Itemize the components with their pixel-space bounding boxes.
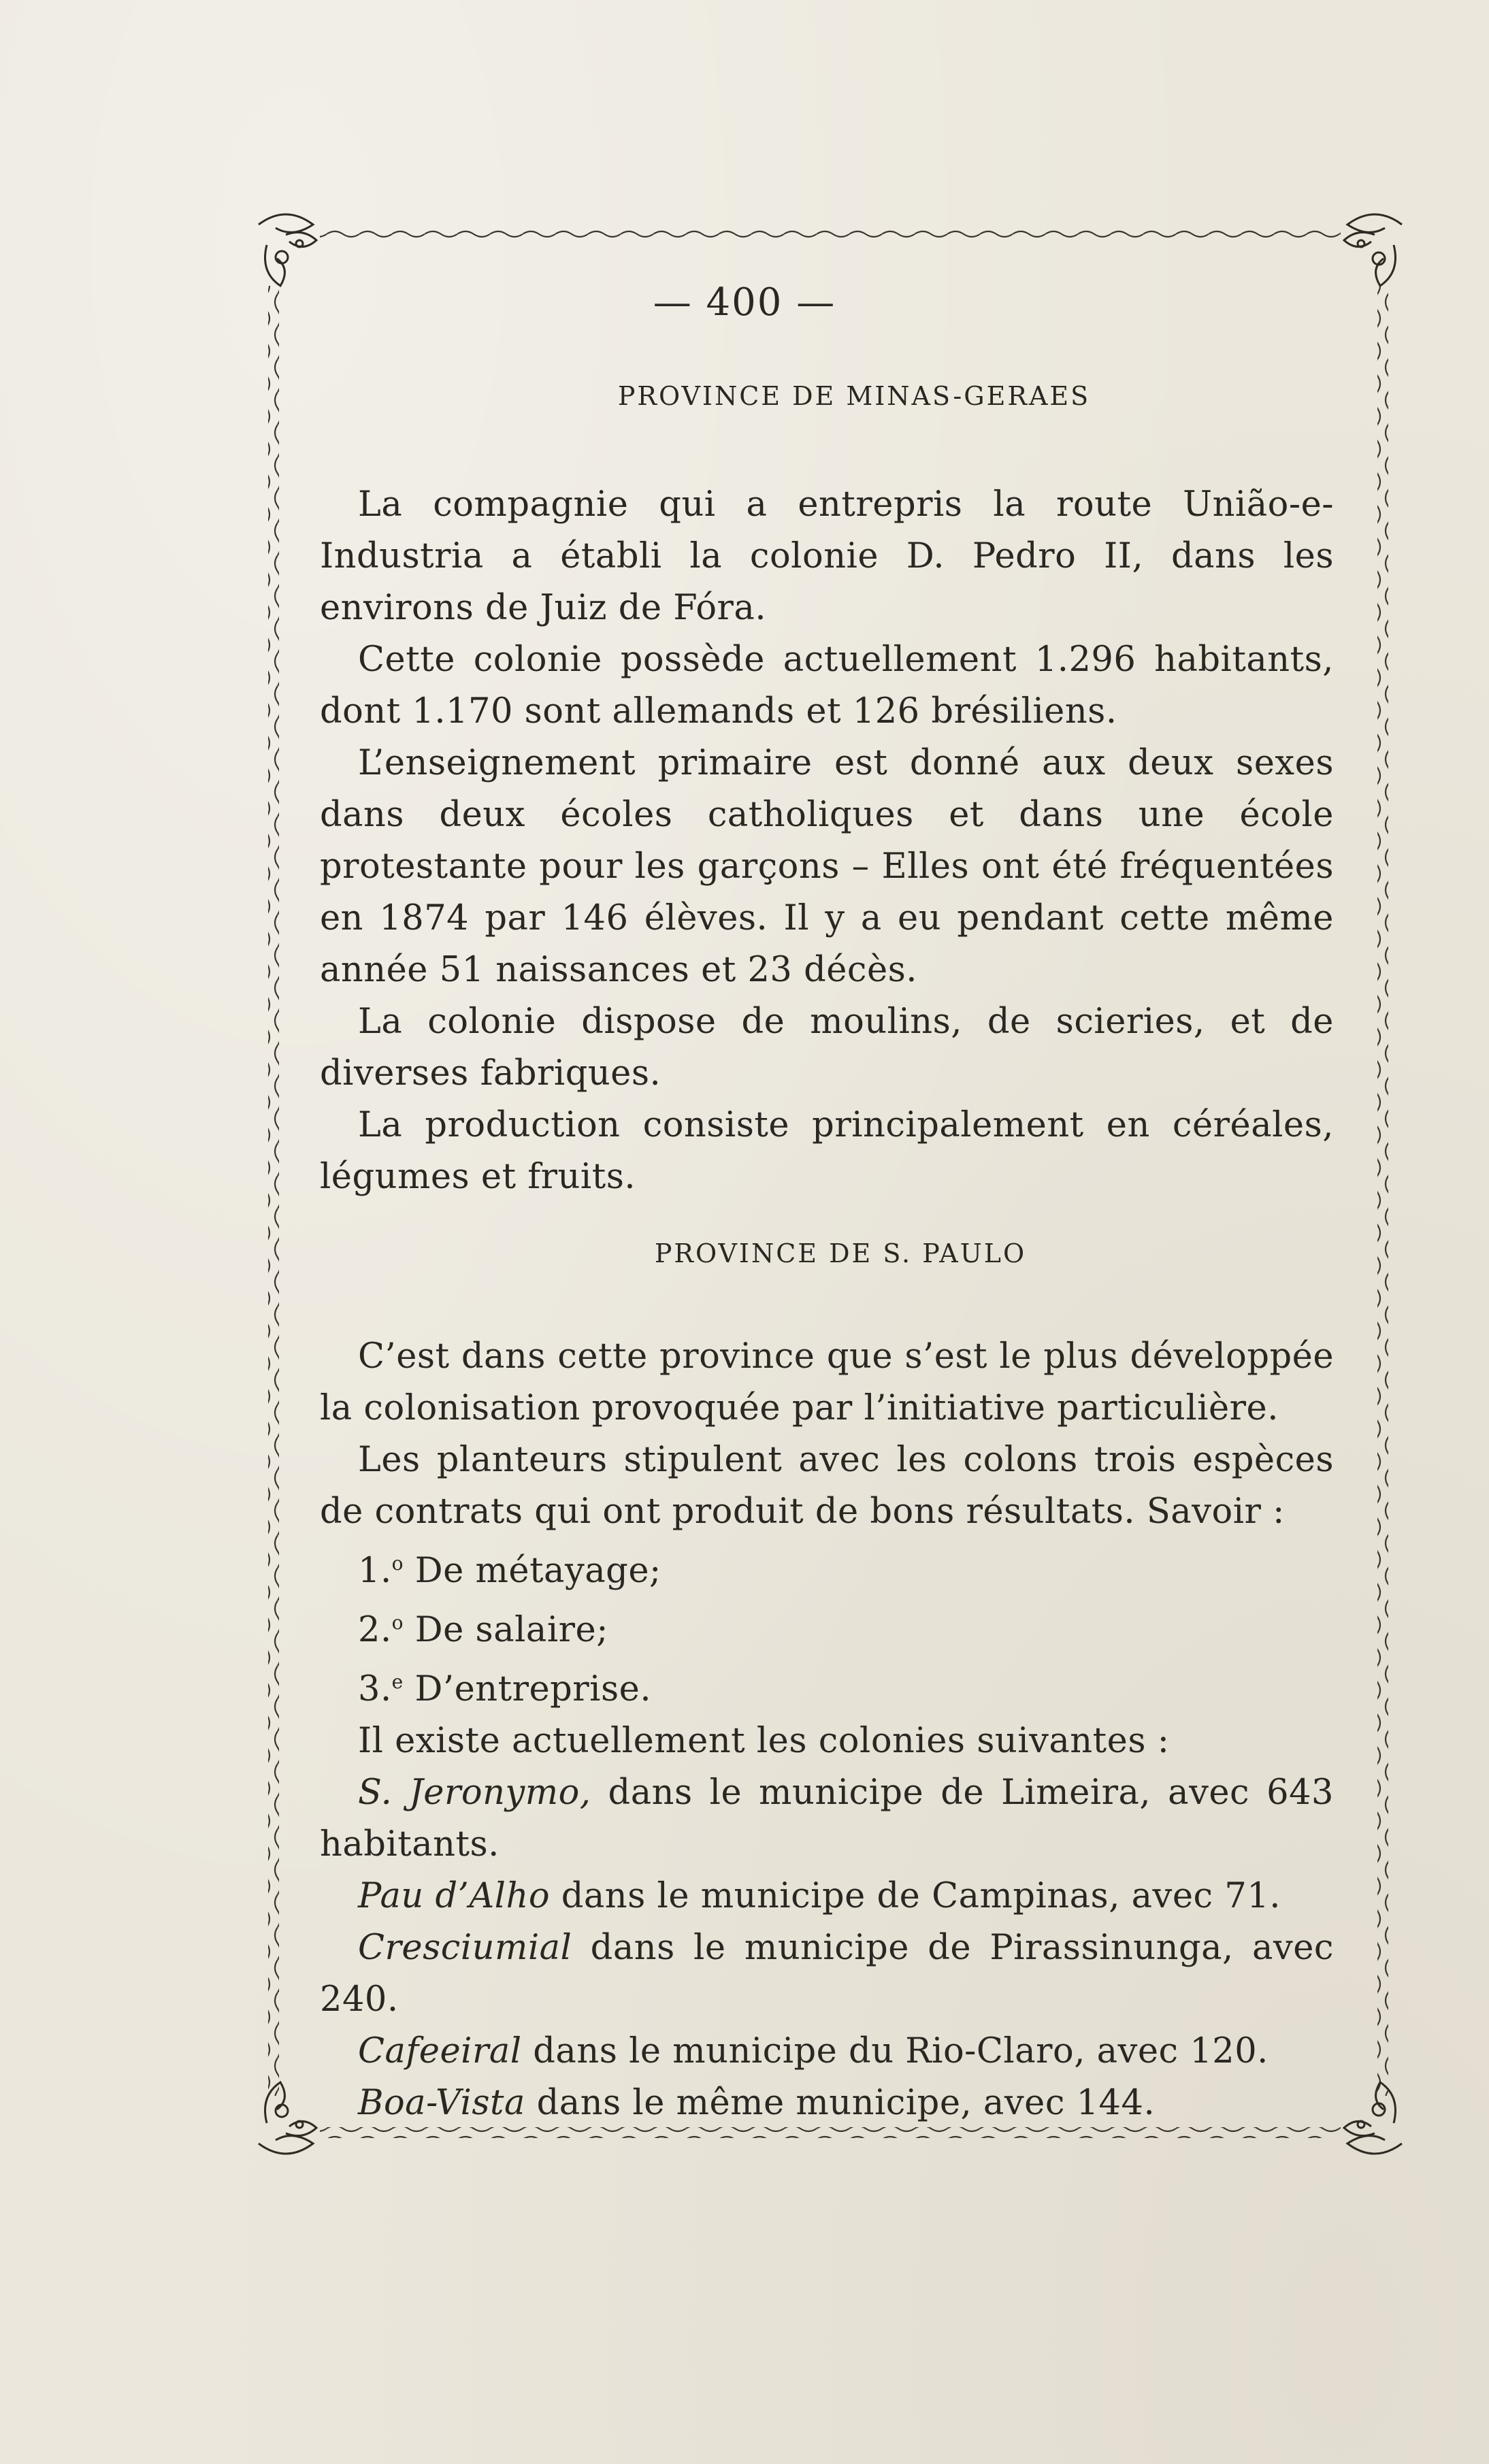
- section-heading-minas-geraes: PROVINCE DE MINAS-GERAES: [617, 381, 1091, 411]
- paragraph: C’est dans cette province que s’est le plus développée la colonisation provoquée par l’initiative particulière.: [320, 1336, 1334, 1428]
- colony-name: Cresciumial: [358, 1928, 572, 1968]
- colony-entry: Cafeeiral dans le municipe du Rio-Claro, avec 120.: [358, 2031, 1269, 2071]
- colony-entry: Pau d’Alho dans le municipe de Campinas, avec 71.: [358, 1876, 1281, 1916]
- colony-name: S. Jeronymo,: [358, 1773, 591, 1813]
- top-border-line: [320, 230, 1341, 241]
- paragraph: Cette colonie possède actuellement 1.296 habitants, dont 1.170 sont allemands et 126 brésiliens.: [320, 640, 1334, 732]
- contract-item: 2.$^o$ De salaire;: [358, 1610, 608, 1650]
- colony-entry: S. Jeronymo, dans le municipe de Limeira, avec 643 habitants.: [320, 1773, 1334, 1865]
- paragraph: L’enseignement primaire est donné aux deux sexes dans deux écoles catholiques et dans une école protestante pour les garçons – Elles ont été fréquentées en 1874 par 146 élèves. Il y a eu pendant cette même année 51 naissances et 23 décès.: [320, 743, 1334, 990]
- paragraph: Il existe actuellement les colonies suivantes :: [358, 1721, 1170, 1761]
- colony-entry: Boa-Vista dans le même municipe, avec 144.: [358, 2083, 1156, 2123]
- paragraph: Les planteurs stipulent avec les colons trois espèces de contrats qui ont produit de bons résultats. Savoir :: [320, 1440, 1334, 1532]
- right-border-line: [1377, 286, 1388, 2096]
- paragraph: La colonie dispose de moulins, de scieries, et de diverses fabriques.: [320, 1002, 1334, 1094]
- page-number: — 400 —: [653, 280, 836, 325]
- colony-name: Cafeeiral: [358, 2031, 522, 2071]
- contract-item: 3.$^e$ D’entreprise.: [358, 1669, 652, 1709]
- left-border-line: [268, 286, 279, 2096]
- corner-ornament-top-left: [259, 214, 316, 286]
- paragraph: La compagnie qui a entrepris la route União-e-Industria a établi la colonie D. Pedro II, dans les environs de Juiz de Fóra.: [320, 484, 1334, 628]
- page-content: [320, 381, 1334, 2129]
- colony-entry: Cresciumial dans le municipe de Pirassinunga, avec 240.: [320, 1928, 1334, 2020]
- colony-name: Boa-Vista: [358, 2083, 525, 2123]
- colony-name: Pau d’Alho: [358, 1876, 551, 1916]
- contract-item: 1.$^o$ De métayage;: [358, 1551, 661, 1591]
- corner-ornament-bottom-right: [1344, 2082, 1402, 2154]
- corner-ornament-bottom-left: [259, 2082, 316, 2154]
- corner-ornament-top-right: [1344, 214, 1402, 286]
- section-heading-s-paulo: PROVINCE DE S. PAULO: [654, 1238, 1027, 1268]
- paragraph: La production consiste principalement en céréales, légumes et fruits.: [320, 1105, 1334, 1197]
